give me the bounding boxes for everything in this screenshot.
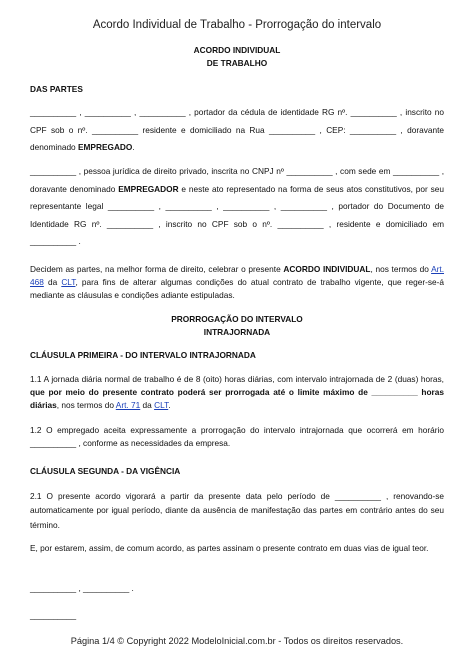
page-footer: Página 1/4 © Copyright 2022 ModeloInicial.com.br - Todos os direitos reservados.	[70, 636, 404, 646]
document-title-line2: DE TRABALHO	[206, 58, 268, 68]
intro-text-4: , para fins de alterar algumas condições do atual contrato de trabalho vigente, que reger-se-á mediante as cláusulas e condições adiante estipuladas.	[30, 277, 444, 301]
subtitle-line1: PRORROGAÇÃO DO INTERVALO	[171, 314, 303, 324]
paragraph-empregador	[30, 163, 444, 251]
link-clt-2[interactable]: CLT	[154, 400, 169, 411]
paragraph-empregado	[30, 104, 444, 157]
paragraph-1-2: 1.2 O empregado aceita expressamente a prorrogação do intervalo intrajornada que ocorrerá em horário __________ , conforme as necessidades da empresa.	[30, 425, 444, 449]
document-title	[0, 44, 474, 70]
link-art-71[interactable]: Art. 71	[115, 400, 141, 411]
clausula1-text-4: .	[168, 400, 171, 411]
link-art-468[interactable]: Art. 468	[30, 264, 445, 288]
paragraph-closing: E, por estarem, assim, de comum acordo, as partes assinam o presente contrato em duas vias de igual teor.	[30, 543, 429, 553]
clausula-primeira-heading: CLÁUSULA PRIMEIRA - DO INTERVALO INTRAJORNADA	[30, 350, 256, 360]
clausula1-text-2: , nos termos do	[56, 400, 116, 411]
clausula1-text: 1.1 A jornada diária normal de trabalho é de 8 (oito) horas diárias, com intervalo intrajornada de 2 (duas) horas,	[30, 374, 444, 384]
signature-line-2: __________	[30, 610, 77, 620]
section-heading-partes: DAS PARTES	[30, 84, 83, 94]
empregado-text-end: .	[132, 142, 135, 153]
intro-text: Decidem as partes, na melhor forma de direito, celebrar o presente	[30, 264, 284, 274]
link-clt[interactable]: CLT	[61, 277, 76, 288]
subtitle-line2: INTRAJORNADA	[203, 327, 271, 337]
intro-text-3: da	[43, 277, 62, 288]
page-header-title: Acordo Individual de Trabalho - Prorrogação do intervalo	[92, 19, 382, 31]
clausula-segunda-heading: CLÁUSULA SEGUNDA - DA VIGÊNCIA	[30, 466, 181, 476]
document-title-line1: ACORDO INDIVIDUAL	[193, 45, 281, 55]
paragraph-intro	[30, 263, 444, 303]
signature-line-1: __________ , __________ .	[30, 583, 134, 593]
clausula1-bold: que por meio do presente contrato poderá ser prorrogada até o limite máximo de __________ horas diárias	[30, 387, 444, 411]
intro-text-2: , nos termos do	[370, 264, 432, 274]
empregador-text-end: e neste ato representado na forma de seus atos constitutivos, por seu representante legal __________ , __________ , __________ , __________ , portador do Documento de Identidade RG nº. __________ , inscrito no CPF sob o nº. __________ , residente e domiciliado em __________ .	[30, 183, 444, 247]
empregador-label: EMPREGADOR	[118, 183, 179, 194]
empregado-label: EMPREGADO	[77, 142, 133, 153]
empregador-text: __________ , pessoa jurídica de direito privado, inscrita no CNPJ nº __________ , com sede em __________ , doravante denominado	[30, 166, 444, 194]
paragraph-1-1	[30, 373, 444, 413]
empregado-text: __________ , __________ , __________ , portador da cédula de identidade RG nº. __________ , inscrito no CPF sob o nº. __________ residente e domiciliado na Rua __________ , CEP: __________ , doravante denominado	[30, 107, 444, 153]
paragraph-2-1: 2.1 O presente acordo vigorará a partir da presente data pelo período de __________ , renovando-se automaticamente por igual período, diante da ausência de manifestação das partes em contrário antes do seu término.	[30, 491, 444, 530]
intro-bold: ACORDO INDIVIDUAL	[283, 264, 371, 274]
clausula1-text-3: da	[140, 400, 155, 411]
section-subtitle	[0, 313, 474, 339]
